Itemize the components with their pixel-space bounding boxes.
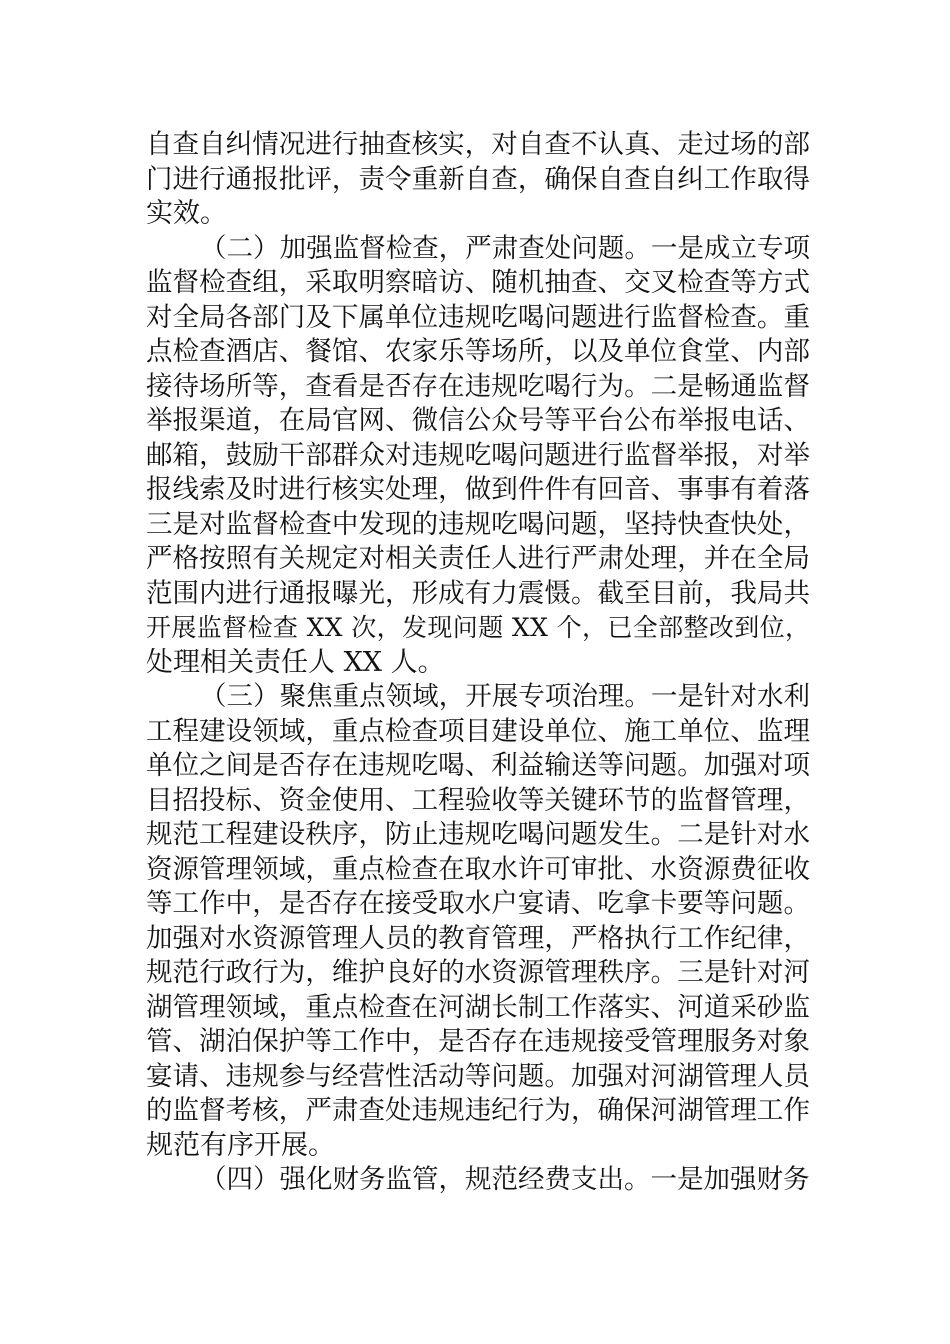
paragraph-line: 实效。 <box>146 198 227 229</box>
paragraph-line: 对全局各部门及下属单位违规吃喝问题进行监督检查。重 <box>146 301 811 333</box>
paragraph <box>146 680 810 1163</box>
paragraph-line: 资源管理领域，重点检查在取水许可审批、水资源费征收 <box>146 853 811 885</box>
paragraph-line: 管、湖泊保护等工作中，是否存在违规接受管理服务对象 <box>146 1026 811 1057</box>
paragraph-line: 举报渠道，在局官网、微信公众号等平台公布举报电话、 <box>146 405 811 436</box>
paragraph-line: 点检查酒店、餐馆、农家乐等场所，以及单位食堂、内部 <box>146 336 811 367</box>
paragraph-line: 加强对水资源管理人员的教育管理，严格执行工作纪律， <box>146 922 811 954</box>
paragraph-line: 规范有序开展。 <box>146 1129 335 1161</box>
paragraph <box>146 232 810 681</box>
paragraph-line: 报线索及时进行核实处理，做到件件有回音、事事有着落 <box>146 474 811 505</box>
paragraph-line: （三）聚焦重点领域，开展专项治理。一是针对水利 <box>200 681 811 712</box>
paragraph <box>146 128 810 232</box>
paragraph-line: 门进行通报批评，责令重新自查，确保自查自纠工作取得 <box>146 163 811 195</box>
paragraph-line: 监督检查组，采取明察暗访、随机抽查、交叉检查等方式 <box>146 267 811 298</box>
document-body <box>146 128 810 1198</box>
paragraph-line: 三是对监督检查中发现的违规吃喝问题，坚持快查快处， <box>146 508 811 540</box>
paragraph <box>146 1163 810 1198</box>
paragraph-line: 宴请、违规参与经营性活动等问题。加强对河湖管理人员 <box>146 1060 811 1092</box>
paragraph-line: （二）加强监督检查，严肃查处问题。一是成立专项 <box>200 232 811 264</box>
paragraph-line: 的监督考核，严肃查处违规违纪行为，确保河湖管理工作 <box>146 1095 811 1126</box>
paragraph-line: 工程建设领域，重点检查项目建设单位、施工单位、监理 <box>146 715 811 747</box>
paragraph-line: 范围内进行通报曝光，形成有力震慑。截至目前，我局共 <box>146 577 811 609</box>
paragraph-line: 开展监督检查 XX 次，发现问题 XX 个，已全部整改到位， <box>146 613 811 642</box>
paragraph-line: 处理相关责任人 XX 人。 <box>146 646 445 678</box>
paragraph-line: 规范行政行为，维护良好的水资源管理秩序。三是针对河 <box>146 957 811 988</box>
paragraph-line: 自查自纠情况进行抽查核实，对自查不认真、走过场的部 <box>146 129 811 160</box>
paragraph-line: 目招投标、资金使用、工程验收等关键环节的监督管理， <box>146 784 811 816</box>
paragraph-line: （四）强化财务监管，规范经费支出。一是加强财务 <box>200 1164 810 1195</box>
paragraph-line: 接待场所等，查看是否存在违规吃喝行为。二是畅通监督 <box>146 370 811 402</box>
paragraph-line: 湖管理领域，重点检查在河湖长制工作落实、河道采砂监 <box>146 991 811 1023</box>
paragraph-line: 邮箱，鼓励干部群众对违规吃喝问题进行监督举报，对举 <box>146 439 811 471</box>
paragraph-line: 严格按照有关规定对相关责任人进行严肃处理，并在全局 <box>146 543 811 574</box>
paragraph-line: 单位之间是否存在违规吃喝、利益输送等问题。加强对项 <box>146 750 811 781</box>
paragraph-line: 规范工程建设秩序，防止违规吃喝问题发生。二是针对水 <box>146 819 811 850</box>
paragraph-line: 等工作中，是否存在接受取水户宴请、吃拿卡要等问题。 <box>146 888 811 919</box>
